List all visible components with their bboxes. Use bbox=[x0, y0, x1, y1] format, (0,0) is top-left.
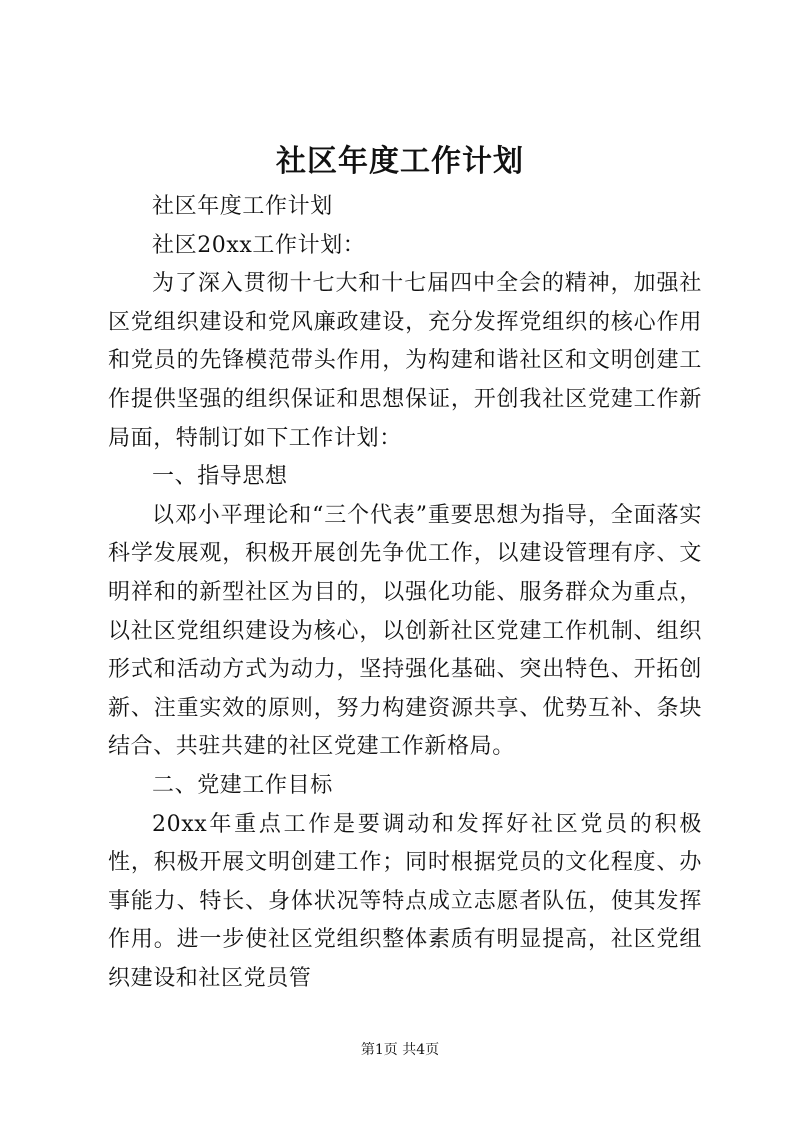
paragraph-plan-label: 社区20xx工作计划： bbox=[152, 232, 366, 258]
section-heading-work-goals: 二、党建工作目标 bbox=[152, 772, 333, 798]
document-body bbox=[108, 188, 702, 998]
paragraph-intro: 为了深入贯彻十七大和十七届四中全会的精神，加强社区党组织建设和党风廉政建设，充分发挥党组织的核心作用和党员的先锋模范带头作用，为构建和谐社区和文明创建工作提供坚强的组织保证和思想保证，开创我社区党建工作新局面，特制订如下工作计划： bbox=[108, 271, 702, 451]
paragraph-guiding-thought: 以邓小平理论和“三个代表”重要思想为指导，全面落实科学发展观，积极开展创先争优工作，以建设管理有序、文明祥和的新型社区为目的，以强化功能、服务群众为重点，以社区党组织建设为核心，以创新社区党建工作机制、组织形式和活动方式为动力，坚持强化基础、突出特色、开拓创新、注重实效的原则，努力构建资源共享、优势互补、条块结合、共驻共建的社区党建工作新格局。 bbox=[108, 502, 702, 760]
page-number-footer: 第1页 共4页 bbox=[360, 1042, 440, 1058]
document-title: 社区年度工作计划 bbox=[276, 144, 524, 179]
paragraph-work-goals: 20xx年重点工作是要调动和发挥好社区党员的积极性，积极开展文明创建工作；同时根据党员的文化程度、办事能力、特长、身体状况等特点成立志愿者队伍，使其发挥作用。进一步使社区党组织整体素质有明显提高，社区党组织建设和社区党员管 bbox=[108, 811, 702, 991]
paragraph-heading-repeat: 社区年度工作计划 bbox=[152, 194, 333, 219]
section-heading-guiding-thought: 一、指导思想 bbox=[152, 464, 288, 490]
